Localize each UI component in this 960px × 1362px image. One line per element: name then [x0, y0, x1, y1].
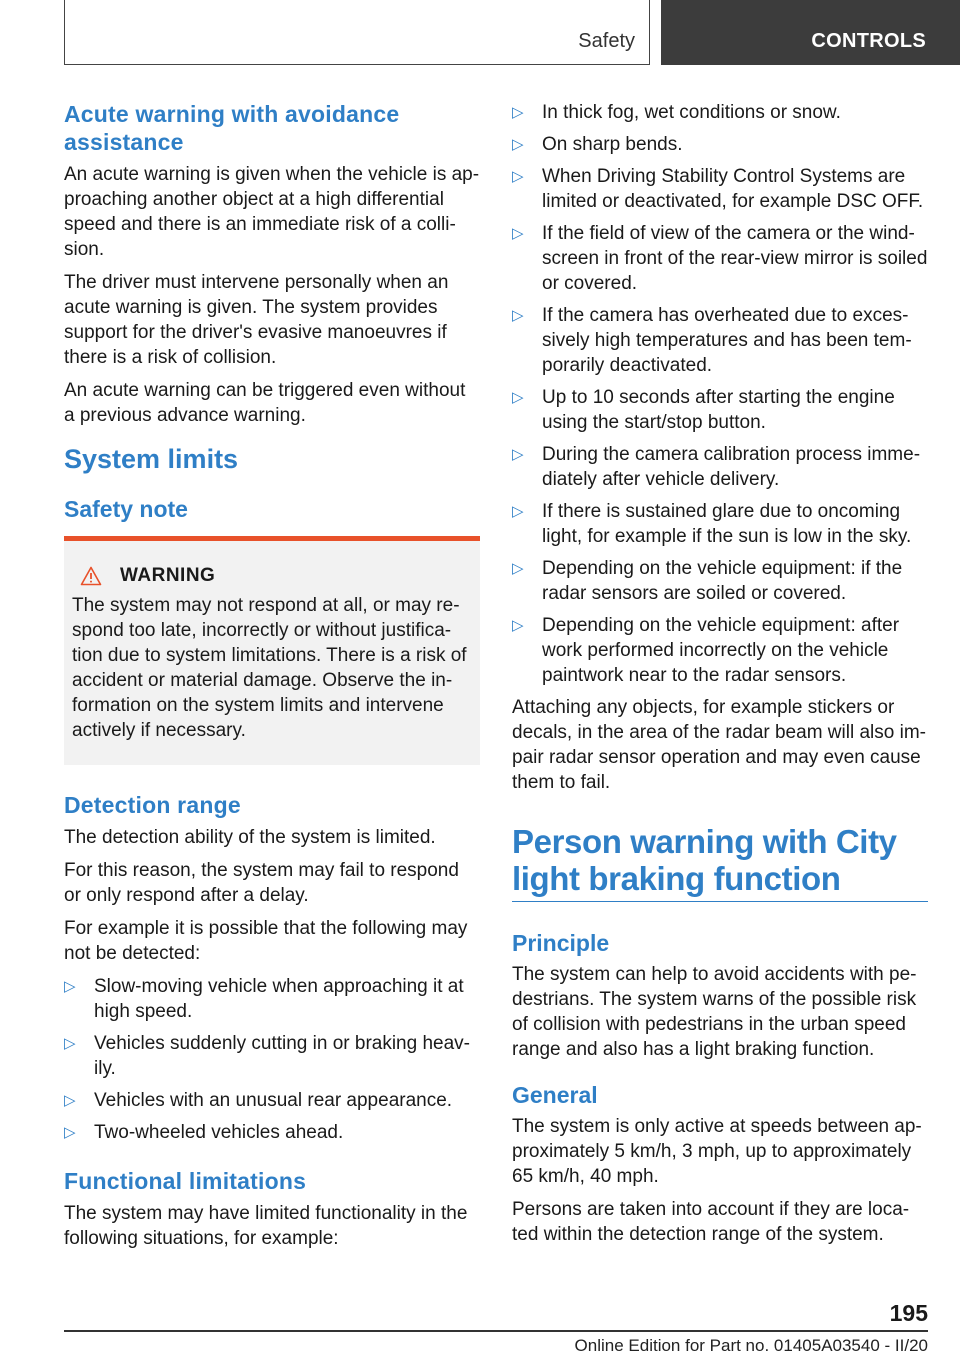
warning-title: WARNING [120, 565, 216, 586]
triangle-bullet-icon: ▷ [64, 1035, 76, 1052]
general-heading: General [512, 1082, 598, 1108]
acute-warning-paragraph-2: The driver must intervene personally when an acute warning is given. The system provides support for the driver's evasive manoeuvres if there is a risk of collision. [64, 272, 449, 368]
triangle-bullet-icon: ▷ [512, 389, 524, 406]
principle-paragraph: The system can help to avoid accidents with pe‐destrians. The system warns of the possible risk of collision with pedestrians in the urban speed range and also has a light braking function. [512, 964, 917, 1060]
page-number: 195 [889, 1300, 928, 1326]
list-item: ▷ Vehicles with an unusual rear appearance. [64, 1090, 453, 1111]
triangle-bullet-icon: ▷ [512, 136, 524, 153]
list-item: ▷ Depending on the vehicle equipment: if the radar sensors are soiled or covered. [512, 558, 903, 604]
acute-warning-paragraph-1: An acute warning is given when the vehicle is ap‐proaching another object at a high differential speed and there is an immediate risk of a colli‐sion. [64, 164, 480, 260]
triangle-bullet-icon: ▷ [512, 168, 524, 185]
list-item: ▷ Two-wheeled vehicles ahead. [64, 1122, 344, 1143]
triangle-bullet-icon: ▷ [512, 307, 524, 324]
triangle-bullet-icon: ▷ [512, 104, 524, 121]
person-warning-heading: Person warning with City light braking function [512, 823, 897, 897]
warning-text: The system may not respond at all, or may re‐spond too late, incorrectly or without justifica‐tion due to system limitations. There is a risk of accident or material damage. Observe the in‐formation on the system limits and intervene actively if necessary. [72, 595, 467, 741]
safety-note-heading: Safety note [64, 496, 188, 522]
triangle-bullet-icon: ▷ [512, 225, 524, 242]
detection-paragraph-1: The detection ability of the system is limited. [64, 827, 436, 848]
left-column [64, 100, 480, 1259]
list-item: ▷ Slow-moving vehicle when approaching it at high speed. [64, 976, 464, 1022]
right-column [512, 100, 928, 1255]
functional-paragraph: The system may have limited functionality in the following situations, for example: [64, 1203, 468, 1249]
list-item: ▷ When Driving Stability Control Systems are limited or deactivated, for example DSC OFF. [512, 166, 924, 212]
footer-divider [64, 1330, 928, 1332]
header-chapter-label: CONTROLS [811, 30, 926, 52]
triangle-bullet-icon: ▷ [64, 978, 76, 995]
header-section-label: Safety [578, 30, 635, 52]
warning-box [64, 536, 480, 765]
general-paragraph-2: Persons are taken into account if they are loca‐ted within the detection range of the system. [512, 1199, 910, 1245]
footer-edition: Online Edition for Part no. 01405A03540 - II/20 [574, 1336, 928, 1355]
warning-triangle-icon [80, 566, 102, 586]
triangle-bullet-icon: ▷ [512, 560, 524, 577]
list-item: ▷ During the camera calibration process imme‐diately after vehicle delivery. [512, 444, 921, 490]
triangle-bullet-icon: ▷ [64, 1092, 76, 1109]
header-section-box [64, 0, 650, 65]
list-item: ▷ If there is sustained glare due to oncoming light, for example if the sun is low in the sky. [512, 501, 912, 547]
acute-warning-heading: Acute warning with avoidance assistance [64, 101, 400, 155]
triangle-bullet-icon: ▷ [64, 1124, 76, 1141]
general-paragraph-1: The system is only active at speeds between ap‐proximately 5 km/h, 3 mph, up to approximately 65 km/h, 40 mph. [512, 1116, 922, 1187]
list-item: ▷ Vehicles suddenly cutting in or braking heav‐ily. [64, 1033, 471, 1079]
detection-paragraph-2: For this reason, the system may fail to respond or only respond after a delay. [64, 860, 459, 906]
triangle-bullet-icon: ▷ [512, 503, 524, 520]
acute-warning-paragraph-3: An acute warning can be triggered even without a previous advance warning. [64, 380, 466, 426]
triangle-bullet-icon: ▷ [512, 617, 524, 634]
list-item: ▷ If the camera has overheated due to exces‐sively high temperatures and has been tem‐porarily deactivated. [512, 305, 912, 376]
attach-paragraph: Attaching any objects, for example stickers or decals, in the area of the radar beam will also im‐pair radar sensor operation and may even cause them to fail. [512, 697, 926, 793]
limits-list [512, 100, 928, 688]
list-item: ▷ Depending on the vehicle equipment: after work performed incorrectly on the vehicle paintwork near to the radar sensors. [512, 615, 900, 686]
functional-limitations-heading: Functional limitations [64, 1168, 307, 1194]
detection-list [64, 974, 480, 1145]
list-item: ▷ If the field of view of the camera or the wind‐screen in front of the rear-view mirror is soiled or covered. [512, 223, 928, 294]
detection-range-heading: Detection range [64, 792, 241, 818]
person-warning-heading-block [512, 823, 928, 902]
triangle-bullet-icon: ▷ [512, 446, 524, 463]
detection-paragraph-3: For example it is possible that the following may not be detected: [64, 918, 468, 964]
list-item: ▷ In thick fog, wet conditions or snow. [512, 102, 841, 123]
header-chapter-tab [661, 0, 960, 65]
principle-heading: Principle [512, 930, 610, 956]
system-limits-heading: System limits [64, 444, 239, 474]
list-item: ▷ Up to 10 seconds after starting the engine using the start/stop button. [512, 387, 895, 433]
list-item: ▷ On sharp bends. [512, 134, 683, 155]
